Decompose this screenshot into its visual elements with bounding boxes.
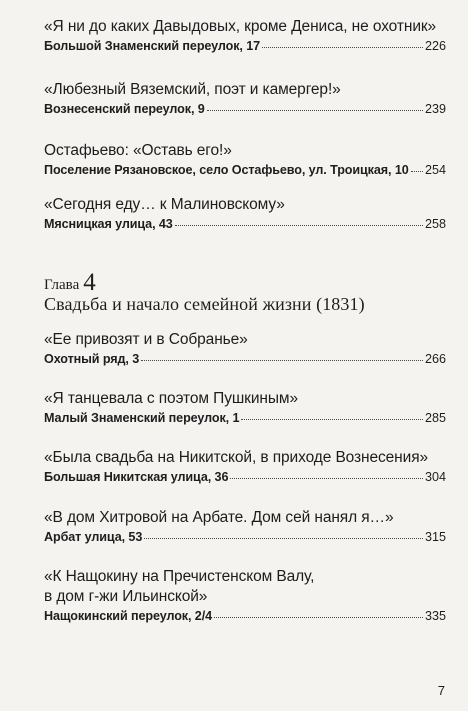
entry-title: «Ее привозят и в Собранье» xyxy=(44,331,248,348)
entry-page-number: 254 xyxy=(424,163,446,177)
entry-page-number: 226 xyxy=(424,39,446,53)
chapter-title: Свадьба и начало семейной жизни (1831) xyxy=(44,294,365,314)
chapter-label: Глава xyxy=(44,277,80,293)
entry-address: Охотный ряд, 3 xyxy=(44,352,140,366)
entry-address: Нащокинский переулок, 2/4 xyxy=(44,609,213,623)
entry-address: Большая Никитская улица, 36 xyxy=(44,470,229,484)
toc-entry xyxy=(44,330,446,368)
entry-title: «Любезный Вяземский, поэт и камергер!» xyxy=(44,81,341,98)
toc-entry xyxy=(44,508,446,546)
entry-page-number: 266 xyxy=(424,352,446,366)
dot-leader xyxy=(175,224,423,226)
entry-address-line xyxy=(44,38,446,55)
entry-address-line xyxy=(44,351,446,368)
entry-address-line xyxy=(44,529,446,546)
toc-entry xyxy=(44,80,446,118)
entry-title: «Была свадьба на Никитской, в приходе Вознесения» xyxy=(44,449,429,466)
entry-address: Вознесенский переулок, 9 xyxy=(44,102,205,116)
toc-entry xyxy=(44,567,446,625)
entry-address-line xyxy=(44,469,446,486)
entry-address-line xyxy=(44,162,446,179)
entry-address-line xyxy=(44,410,446,427)
entry-page-number: 258 xyxy=(424,217,446,231)
toc-entry xyxy=(44,195,446,233)
entry-title: «Я танцевала с поэтом Пушкиным» xyxy=(44,390,298,407)
dot-leader xyxy=(141,359,423,361)
entry-address: Большой Знаменский переулок, 17 xyxy=(44,39,261,53)
dot-leader xyxy=(230,477,423,479)
toc-entry xyxy=(44,17,446,55)
dot-leader xyxy=(411,170,423,172)
entry-address-line xyxy=(44,216,446,233)
entry-title: «К Нащокину на Пречистенском Валу, в дом г-жи Ильинской» xyxy=(44,568,315,605)
dot-leader xyxy=(207,109,423,111)
dot-leader xyxy=(262,46,423,48)
entry-page-number: 239 xyxy=(424,102,446,116)
entry-title: «Сегодня еду… к Малиновскому» xyxy=(44,196,285,213)
entry-address-line xyxy=(44,608,446,625)
entry-page-number: 285 xyxy=(424,411,446,425)
toc-entry xyxy=(44,448,446,486)
toc-entry xyxy=(44,141,446,179)
dot-leader xyxy=(241,418,423,420)
entry-title: «Я ни до каких Давыдовых, кроме Дениса, не охотник» xyxy=(44,18,437,35)
dot-leader xyxy=(144,537,423,539)
entry-page-number: 315 xyxy=(424,530,446,544)
entry-page-number: 335 xyxy=(424,609,446,623)
entry-title: «В дом Хитровой на Арбате. Дом сей нанял я…» xyxy=(44,509,394,526)
entry-address-line xyxy=(44,101,446,118)
dot-leader xyxy=(214,616,423,618)
entry-title: Остафьево: «Оставь его!» xyxy=(44,142,232,159)
entry-address: Поселение Рязановское, село Остафьево, ул. Троицкая, 10 xyxy=(44,163,409,177)
chapter-heading xyxy=(44,268,446,316)
entry-page-number: 304 xyxy=(424,470,446,484)
page-number: 7 xyxy=(437,683,445,698)
toc-entry xyxy=(44,389,446,427)
chapter-number: 4 xyxy=(83,269,96,296)
entry-address: Малый Знаменский переулок, 1 xyxy=(44,411,240,425)
entry-address: Мясницкая улица, 43 xyxy=(44,217,173,231)
entry-address: Арбат улица, 53 xyxy=(44,530,143,544)
